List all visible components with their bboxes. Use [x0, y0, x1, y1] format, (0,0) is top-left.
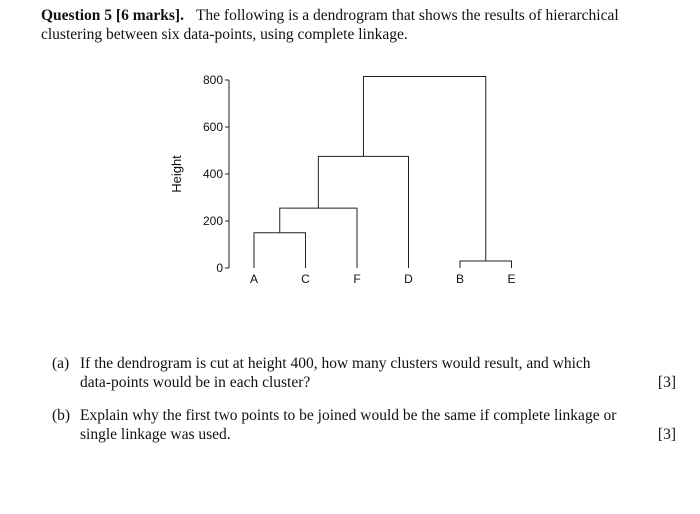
y-tick-label-800: 800: [202, 73, 223, 87]
leaf-label-C: C: [301, 272, 310, 286]
dendrogram-link-AC-F: [280, 208, 357, 268]
part-b-marks: [3]: [657, 426, 676, 443]
leaf-label-E: E: [507, 272, 516, 286]
part-b-label: (b): [52, 407, 71, 424]
dendrogram-link-A-C: [254, 233, 306, 268]
y-axis-title: Height: [169, 155, 184, 193]
part-b: [52, 406, 676, 444]
part-a-text: If the dendrogram is cut at height 400, how many clusters would result, and which data-points would be in each cluster?: [80, 355, 591, 391]
dendrogram-link-ACFD-BE: [363, 76, 485, 260]
leaf-label-F: F: [353, 272, 361, 286]
leaf-label-A: A: [249, 272, 259, 286]
dendrogram-link-ACF-D: [318, 156, 408, 268]
y-tick-label-0: 0: [216, 261, 223, 275]
question-title: Question 5 [6 marks].: [41, 7, 184, 24]
question-intro: The following is a dendrogram that shows the results of hierarchical clustering between six data-points, using complete linkage.: [41, 7, 619, 43]
dendrogram-link-B-E: [460, 261, 512, 268]
part-b-text: Explain why the first two points to be joined would be the same if complete linkage or single linkage was used.: [80, 407, 617, 443]
y-tick-label-400: 400: [202, 167, 223, 181]
y-tick-label-600: 600: [202, 120, 223, 134]
question-header: [41, 6, 661, 44]
leaf-label-D: D: [404, 272, 413, 286]
part-a: [52, 354, 676, 392]
leaf-label-B: B: [455, 272, 465, 286]
part-a-label: (a): [52, 355, 70, 372]
y-tick-label-200: 200: [202, 214, 223, 228]
part-a-marks: [3]: [657, 374, 676, 391]
